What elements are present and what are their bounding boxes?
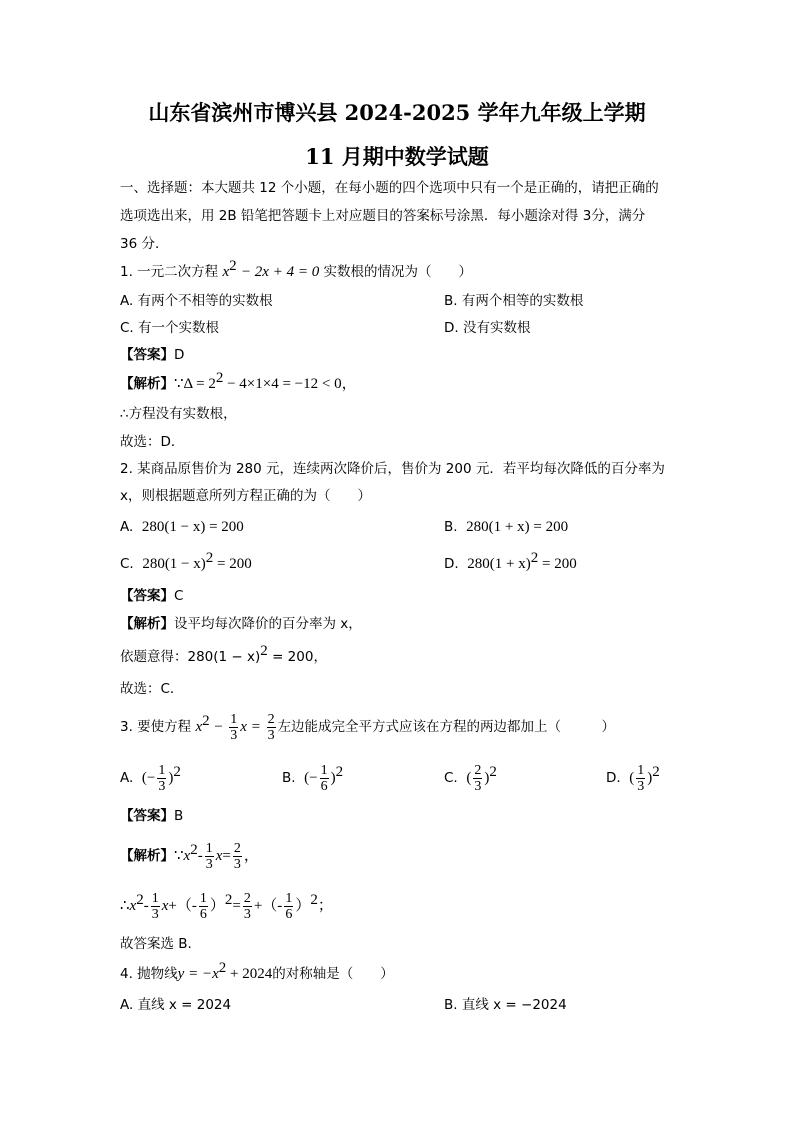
- question-3-option-a: A. (− $\frac{1}{3}$ )$^2$: [120, 762, 181, 794]
- question-2-option-a: [120, 517, 244, 537]
- question-2-option-b: [444, 517, 568, 537]
- question-2-option-c: C. $280(1 - x)^2 = 200$: [120, 550, 252, 572]
- answer-label: 【答案】: [120, 588, 174, 604]
- question-2-analysis-eq: 依题意得：280(1 − x): [120, 649, 261, 665]
- option-label: D.: [444, 556, 459, 572]
- question-1-stem: 1. 一元二次方程 $x^2 - 2x + 4 = 0$ 实数根的情况为（ ）: [120, 258, 473, 280]
- question-2-option-d-eq: 280(1 + x): [467, 556, 531, 572]
- question-1-option-c: C. 有一个实数根: [120, 320, 220, 336]
- question-3-suffix: 左边能成完全平方式应该在方程的两边都加上（ ）: [277, 719, 616, 735]
- question-2-stem-line2: x，则根据题意所列方程正确的为（ ）: [120, 488, 371, 504]
- question-1-analysis-line3: 故选：D．: [120, 434, 185, 450]
- question-4-option-b: B. 直线 x = −2024: [444, 997, 567, 1013]
- question-3-analysis: 【解析】$\because x^2-$ $\frac{1}{3}$ x= $\frac{2}{3}$ ，: [120, 840, 259, 872]
- question-2-option-c-eq: 280(1 − x): [142, 556, 206, 572]
- question-2-option-d-tail: = 200: [538, 556, 577, 572]
- question-3-analysis-line2: $\therefore x^2-$ $\frac{1}{3}$ x+（- $\frac{1}{6}$ ）$^2$= $\frac{2}{3}$ +（- $\frac{1}{6}$ ）$^2$；: [120, 890, 333, 922]
- section-heading-line1: 一、选择题：本大题共 12 个小题，在每小题的四个选项中只有一个是正确的，请把正确的: [120, 180, 659, 196]
- question-1-eq-x: x: [222, 264, 230, 280]
- option-label: A.: [120, 519, 134, 535]
- question-3-answer-value: B: [174, 808, 184, 824]
- question-4-prefix: 4. 抛物线: [120, 966, 178, 982]
- question-1-option-a: A. 有两个不相等的实数根: [120, 293, 273, 309]
- answer-label: 【答案】: [120, 347, 174, 363]
- question-3-eq-x: x: [195, 719, 203, 735]
- question-4-stem: 4. 抛物线$y = -x^2 + 2024$的对称轴是（ ）: [120, 960, 394, 982]
- question-2-analysis: [120, 614, 362, 634]
- question-2-option-d: D. $280(1 + x)^2 = 200$: [444, 550, 577, 572]
- question-1-eq-rest: − 2x + 4 = 0: [240, 264, 320, 280]
- analysis-label: 【解析】: [120, 848, 174, 864]
- question-3-option-b: B. (− $\frac{1}{6}$ )$^2$: [282, 762, 344, 794]
- question-1-suffix: 实数根的情况为（ ）: [323, 264, 473, 280]
- question-2-answer-value: C: [174, 588, 184, 604]
- question-3-prefix: 3. 要使方程: [120, 719, 192, 735]
- option-label: D.: [606, 770, 621, 786]
- question-1-option-d: D. 没有实数根: [444, 320, 531, 336]
- question-1-analysis: 【解析】∵Δ = $2^2 - 4\times 1\times 4 = -12 < 0$，: [120, 370, 357, 392]
- analysis-label: 【解析】: [120, 616, 174, 632]
- section-heading-line3: 36 分．: [120, 236, 169, 252]
- question-1-answer-value: D: [174, 347, 185, 363]
- question-2-option-a-eq: 280(1 − x) = 200: [141, 519, 244, 535]
- question-2-analysis-eq-tail: = 200，: [267, 649, 327, 665]
- question-4-eq: y = −x: [177, 966, 219, 982]
- question-3-stem: 3. 要使方程 $x^2$ − $\frac{1}{3}$ x = $\frac{2}{3}$ 左边能成完全平方式应该在方程的两边都加上（ ）: [120, 711, 616, 743]
- document-title-line2: 11 月期中数学试题: [305, 144, 489, 169]
- answer-label: 【答案】: [120, 808, 174, 824]
- question-1-analysis-line1b: − 4×1×4 = −12 < 0，: [223, 376, 357, 392]
- question-2-analysis-line3: 故选：C．: [120, 681, 184, 697]
- question-1-answer: [120, 345, 184, 365]
- question-2-option-c-tail: = 200: [213, 556, 252, 572]
- question-3-analysis-line3: 故答案选 B.: [120, 936, 192, 952]
- document-title-line1: 山东省滨州市博兴县 2024-2025 学年九年级上学期: [148, 100, 646, 125]
- question-4-eq-tail: + 2024: [226, 966, 273, 982]
- question-3-option-c: C. ( $\frac{2}{3}$ )$^2$: [444, 762, 497, 794]
- option-label: B.: [282, 770, 296, 786]
- question-2-option-b-eq: 280(1 + x) = 200: [466, 519, 569, 535]
- question-1-analysis-line1: ∵Δ = 2: [174, 376, 216, 392]
- analysis-label: 【解析】: [120, 376, 174, 392]
- question-2-stem-line1: 2. 某商品原售价为 280 元，连续两次降价后，售价为 200 元．若平均每次降低的百分率为: [120, 461, 665, 477]
- option-label: B.: [444, 519, 458, 535]
- question-1-option-b: B. 有两个相等的实数根: [444, 293, 584, 309]
- question-3-option-d: D. ( $\frac{1}{3}$ )$^2$: [606, 762, 660, 794]
- question-2-answer: [120, 586, 183, 606]
- question-3-answer: [120, 806, 183, 826]
- question-2-analysis-line1: 设平均每次降价的百分率为 x，: [174, 616, 362, 632]
- option-label: A.: [120, 770, 134, 786]
- question-4-suffix: 的对称轴是（ ）: [272, 966, 394, 982]
- question-4-option-a: A. 直线 x = 2024: [120, 997, 232, 1013]
- minus-sign: −: [209, 719, 228, 735]
- section-heading-line2: 选项选出来，用 2B 铅笔把答题卡上对应题目的答案标号涂黑．每小题涂对得 3分，满分: [120, 208, 646, 224]
- question-1-analysis-line2: ∴方程没有实数根，: [120, 406, 237, 422]
- option-label: C.: [444, 770, 458, 786]
- question-1-prefix: 1. 一元二次方程: [120, 264, 219, 280]
- fraction-one-third: $\frac{1}{3}$: [230, 711, 238, 743]
- option-label: C.: [120, 556, 134, 572]
- question-2-analysis-line2: 依题意得：$280(1 - x)^2 = 200$，: [120, 643, 327, 665]
- fraction-two-thirds: $\frac{2}{3}$: [267, 711, 275, 743]
